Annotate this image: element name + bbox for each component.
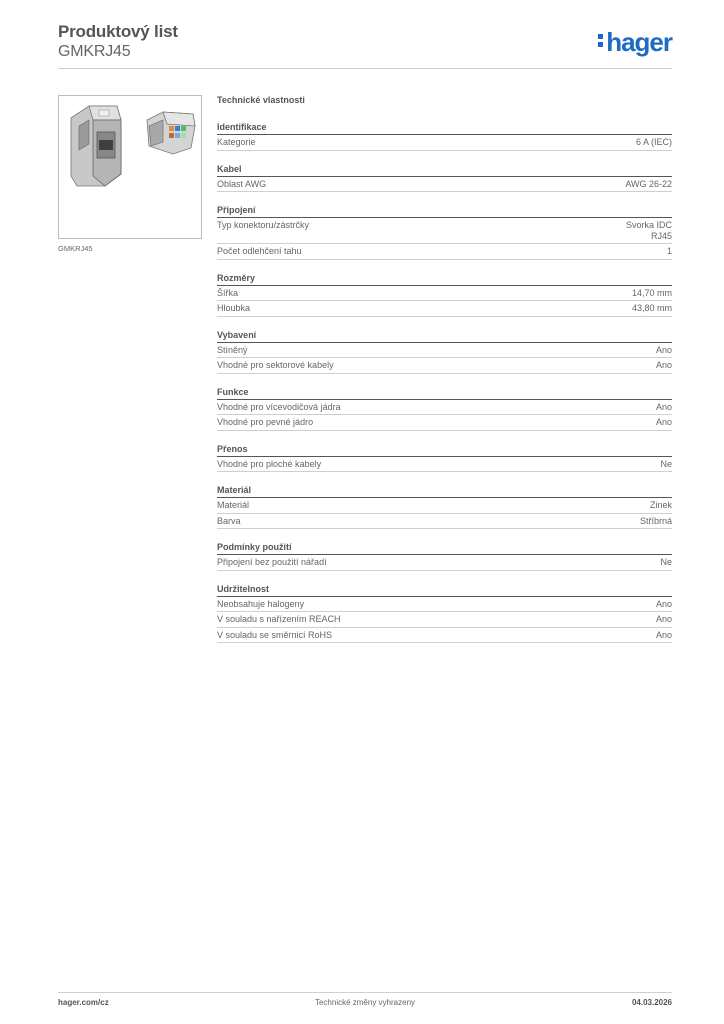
- spec-row: [217, 514, 672, 530]
- footer-website-link[interactable]: hager.com/cz: [58, 998, 109, 1007]
- spec-group-title: Přenos: [217, 444, 672, 457]
- spec-value: 14,70 mm: [631, 287, 672, 298]
- spec-group: [217, 485, 672, 529]
- spec-label: Stíněný: [217, 344, 248, 355]
- spec-value: 1: [666, 246, 672, 256]
- spec-label: Vhodné pro vícevodičová jádra: [217, 401, 341, 412]
- spec-label: Počet odlehčení tahu: [217, 246, 302, 256]
- product-image: [58, 95, 202, 239]
- spec-value: Ano: [655, 401, 672, 412]
- spec-group-title: Připojení: [217, 205, 672, 218]
- footer-divider: [58, 992, 672, 993]
- spec-group: [217, 542, 672, 571]
- module-back-icon: [147, 112, 195, 154]
- spec-row: [217, 286, 672, 302]
- spec-row: [217, 400, 672, 416]
- page-title: Produktový list: [58, 22, 178, 41]
- spec-group-title: Kabel: [217, 164, 672, 177]
- image-caption: GMKRJ45: [58, 244, 93, 253]
- footer-note: Technické změny vyhrazeny: [314, 998, 416, 1007]
- spec-row: [217, 628, 672, 644]
- spec-label: Oblast AWG: [217, 178, 267, 189]
- spec-group-title: Materiál: [217, 485, 672, 498]
- spec-value: Ne: [660, 557, 672, 567]
- spec-group: [217, 584, 672, 644]
- rj45-module-illustration: [59, 96, 201, 238]
- spec-row: [217, 457, 672, 473]
- spec-value: Ano: [655, 360, 672, 370]
- spec-label: Neobsahuje halogeny: [217, 598, 305, 609]
- spec-value: Ano: [655, 344, 672, 355]
- logo-text: hager: [606, 27, 672, 57]
- header-divider: [58, 68, 672, 69]
- spec-row: [217, 301, 672, 317]
- spec-label: Typ konektoru/zástrčky: [217, 220, 310, 230]
- spec-label: V souladu se směrnicí RoHS: [217, 629, 333, 640]
- spec-group-title: Identifikace: [217, 122, 672, 135]
- spec-value: Ano: [655, 614, 672, 624]
- spec-group: [217, 273, 672, 317]
- spec-group-title: Vybavení: [217, 330, 672, 343]
- spec-group-title: Podmínky použití: [217, 542, 672, 555]
- spec-row: [217, 358, 672, 374]
- spec-label: V souladu s nařízením REACH: [217, 614, 341, 624]
- page-header: [58, 22, 672, 61]
- spec-value: Zinek: [649, 500, 672, 510]
- product-code: GMKRJ45: [58, 43, 131, 60]
- spec-group: [217, 164, 672, 193]
- spec-value: Ano: [655, 629, 672, 640]
- spec-label: Šířka: [217, 287, 239, 298]
- spec-group-title: Funkce: [217, 387, 672, 400]
- spec-group: [217, 122, 672, 151]
- spec-row: [217, 177, 672, 193]
- spec-value: Ano: [655, 598, 672, 609]
- spec-label: Kategorie: [217, 137, 256, 147]
- spec-label: Materiál: [217, 500, 250, 510]
- spec-label: Barva: [217, 515, 241, 526]
- spec-row: [217, 218, 672, 244]
- spec-value: 6 A (IEC): [635, 137, 672, 147]
- spec-group-title: Rozměry: [217, 273, 672, 286]
- module-front-icon: [71, 106, 121, 186]
- spec-row: [217, 244, 672, 260]
- spec-label: Vhodné pro ploché kabely: [217, 458, 322, 469]
- hager-logo: [598, 27, 672, 58]
- spec-value: AWG 26-22: [625, 178, 672, 189]
- spec-value: 43,80 mm: [631, 303, 672, 313]
- spec-group: [217, 387, 672, 431]
- spec-label: Vhodné pro pevné jádro: [217, 417, 314, 427]
- spec-label: Hloubka: [217, 303, 251, 313]
- spec-row: [217, 135, 672, 151]
- spec-group: [217, 444, 672, 473]
- spec-row: [217, 498, 672, 514]
- logo-dots-icon: [598, 34, 604, 50]
- spec-label: Vhodné pro sektorové kabely: [217, 360, 334, 370]
- specs-title: Technické vlastnosti: [217, 95, 305, 105]
- spec-row: [217, 597, 672, 613]
- footer-date: 04.03.2026: [631, 998, 672, 1007]
- technical-specs: [217, 95, 672, 643]
- spec-row: [217, 555, 672, 571]
- spec-value: Ano: [655, 417, 672, 427]
- spec-value: Svorka IDC RJ45: [625, 220, 672, 241]
- spec-label: Připojení bez použití nářadí: [217, 557, 327, 567]
- spec-value: Ne: [660, 458, 672, 469]
- spec-row: [217, 343, 672, 359]
- spec-group: [217, 330, 672, 374]
- spec-row: [217, 415, 672, 431]
- spec-group-title: Udržitelnost: [217, 584, 672, 597]
- spec-row: [217, 612, 672, 628]
- spec-value: Stříbrná: [639, 515, 672, 526]
- spec-group: [217, 205, 672, 260]
